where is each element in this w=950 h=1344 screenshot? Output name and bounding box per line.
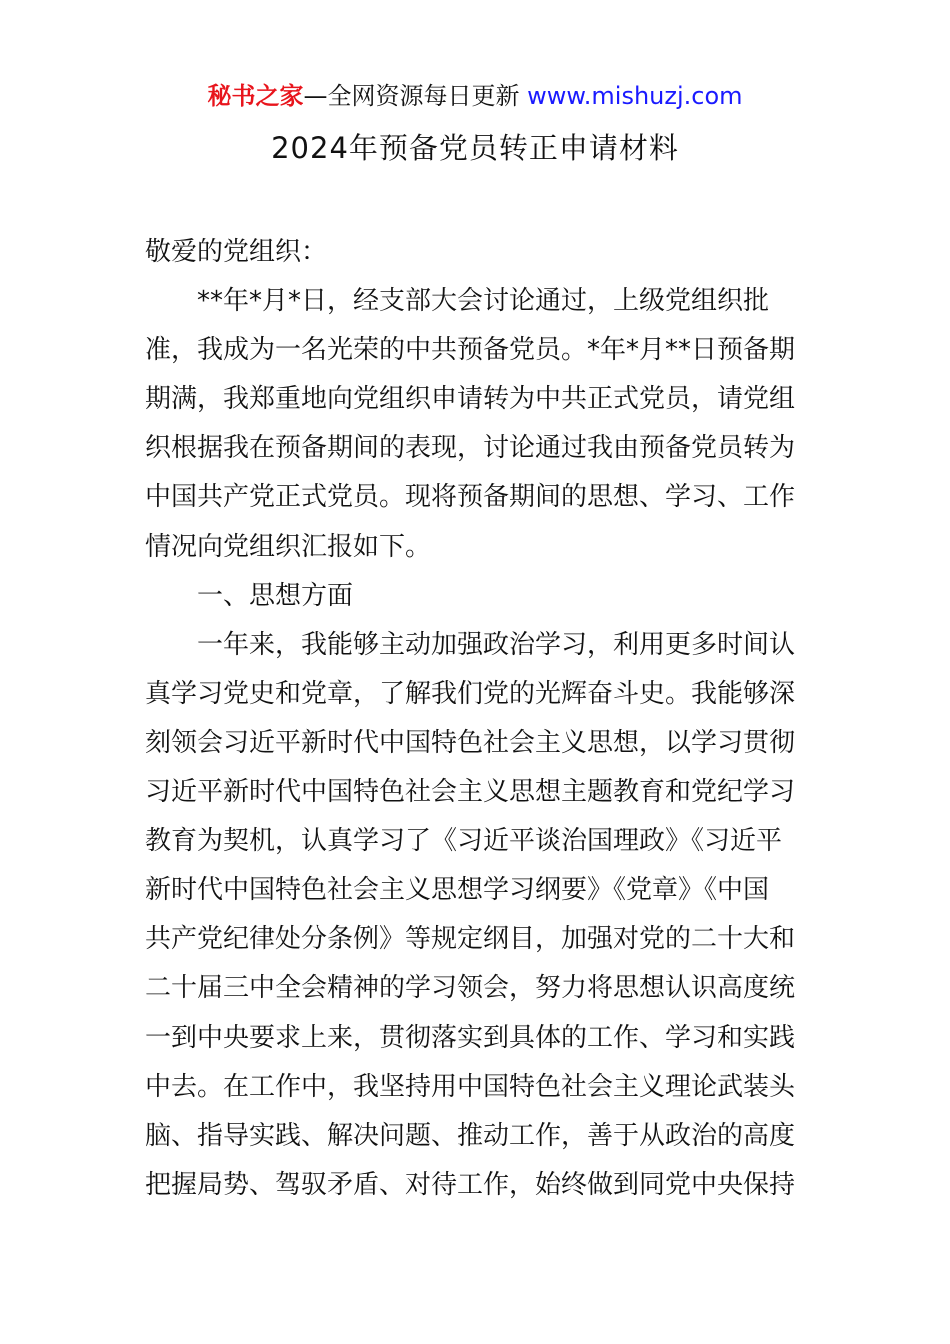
paragraph-line: 情况向党组织汇报如下。 — [145, 531, 432, 562]
paragraph-line: 把握局势、驾驭矛盾、对待工作，始终做到同党中央保持 — [145, 1169, 796, 1200]
paragraph-line: 新时代中国特色社会主义思想学习纲要》《党章》《中国 — [145, 875, 770, 906]
paragraph-line: 中去。在工作中，我坚持用中国特色社会主义理论武装头 — [145, 1071, 796, 1102]
document-body — [145, 228, 810, 1210]
site-url-link[interactable]: www.mishuzj.com — [527, 82, 743, 110]
site-tagline: —全网资源每日更新 — [303, 82, 520, 110]
paragraph-line: **年*月*日，经支部大会讨论通过，上级党组织批 — [197, 286, 770, 317]
paragraph-line: 刻领会习近平新时代中国特色社会主义思想，以学习贯彻 — [145, 727, 796, 758]
paragraph-line: 中国共产党正式党员。现将预备期间的思想、学习、工作 — [145, 482, 796, 513]
paragraph-line: 习近平新时代中国特色社会主义思想主题教育和党纪学习 — [145, 777, 796, 808]
paragraph-line: 二十届三中全会精神的学习领会，努力将思想认识高度统 — [145, 973, 796, 1004]
paragraph-line: 一年来，我能够主动加强政治学习，利用更多时间认 — [197, 629, 796, 660]
site-brand: 秘书之家 — [207, 82, 304, 110]
paragraph-line: 一到中央要求上来，贯彻落实到具体的工作、学习和实践 — [145, 1022, 796, 1053]
salutation: 敬爱的党组织： — [145, 237, 328, 267]
section-heading: 一、思想方面 — [197, 580, 354, 611]
paragraph-line: 教育为契机，认真学习了《习近平谈治国理政》《习近平 — [145, 826, 783, 857]
paragraph-line: 准，我成为一名光荣的中共预备党员。*年*月**日预备期 — [145, 335, 796, 366]
paragraph-line: 脑、指导实践、解决问题、推动工作，善于从政治的高度 — [145, 1120, 796, 1151]
paragraph-line: 共产党纪律处分条例》等规定纲目，加强对党的二十大和 — [145, 924, 796, 955]
paragraph-line: 织根据我在预备期间的表现，讨论通过我由预备党员转为 — [145, 433, 796, 464]
paragraph-line: 期满，我郑重地向党组织申请转为中共正式党员，请党组 — [145, 384, 796, 415]
paragraph-line: 真学习党史和党章，了解我们党的光辉奋斗史。我能够深 — [145, 678, 796, 709]
site-header — [0, 80, 950, 112]
document-title: 2024年预备党员转正申请材料 — [271, 131, 679, 165]
